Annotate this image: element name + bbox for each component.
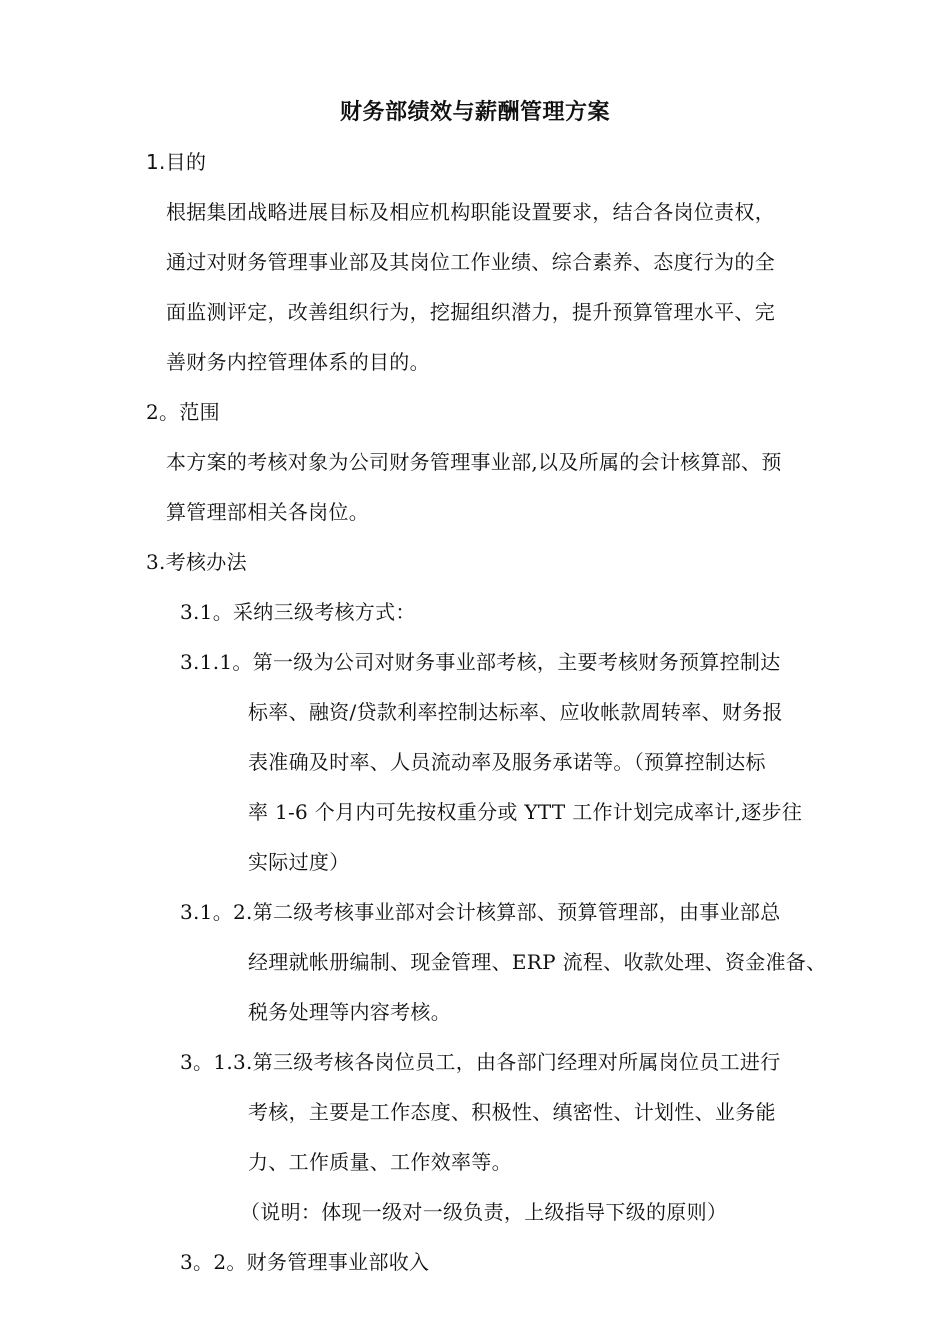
item-3-1-3-line: 考核，主要是工作态度、积极性、缜密性、计划性、业务能 bbox=[248, 1100, 776, 1124]
item-3-1-1-line: 表准确及时率、人员流动率及服务承诺等。（预算控制达标 bbox=[248, 750, 766, 774]
item-3-1-2-line: 经理就帐册编制、现金管理、ERP 流程、收款处理、资金准备、 bbox=[248, 950, 827, 974]
item-3-1-3-line: 3。1.3.第三级考核各岗位员工，由各部门经理对所属岗位员工进行 bbox=[180, 1050, 781, 1074]
section-1-paragraph-line: 善财务内控管理体系的目的。 bbox=[166, 350, 430, 374]
note-line: （说明：体现一级对一级负责，上级指导下级的原则） bbox=[240, 1200, 728, 1224]
section-1-paragraph-line: 通过对财务管理事业部及其岗位工作业绩、综合素养、态度行为的全 bbox=[166, 250, 775, 274]
section-3-2-heading: 3。2。财务管理事业部收入 bbox=[180, 1250, 430, 1274]
section-3-heading: 3.考核办法 bbox=[146, 550, 247, 574]
section-1-paragraph-line: 根据集团战略进展目标及相应机构职能设置要求，结合各岗位责权， bbox=[166, 200, 775, 224]
section-2-heading: 2。范围 bbox=[146, 400, 220, 424]
item-3-1-2-line: 3.1。2.第二级考核事业部对会计核算部、预算管理部，由事业部总 bbox=[180, 900, 781, 924]
section-2-paragraph-line: 算管理部相关各岗位。 bbox=[166, 500, 369, 524]
item-3-1-1-line: 率 1-6 个月内可先按权重分或 YTT 工作计划完成率计,逐步往 bbox=[248, 800, 803, 824]
section-1-heading: 1.目的 bbox=[146, 150, 207, 174]
item-3-1-1-line: 标率、融资/贷款利率控制达标率、应收帐款周转率、财务报 bbox=[248, 700, 783, 724]
section-1-paragraph-line: 面监测评定，改善组织行为，挖掘组织潜力，提升预算管理水平、完 bbox=[166, 300, 775, 324]
section-3-1-heading: 3.1。采纳三级考核方式： bbox=[180, 600, 416, 624]
item-3-1-3-line: 力、工作质量、工作效率等。 bbox=[248, 1150, 512, 1174]
item-3-1-1-line: 实际过度） bbox=[248, 850, 350, 874]
item-3-1-2-line: 税务处理等内容考核。 bbox=[248, 1000, 451, 1024]
section-2-paragraph-line: 本方案的考核对象为公司财务管理事业部,以及所属的会计核算部、预 bbox=[166, 450, 782, 474]
document-title: 财务部绩效与薪酬管理方案 bbox=[339, 100, 610, 125]
item-3-1-1-line: 3.1.1。第一级为公司对财务事业部考核，主要考核财务预算控制达 bbox=[180, 650, 781, 674]
